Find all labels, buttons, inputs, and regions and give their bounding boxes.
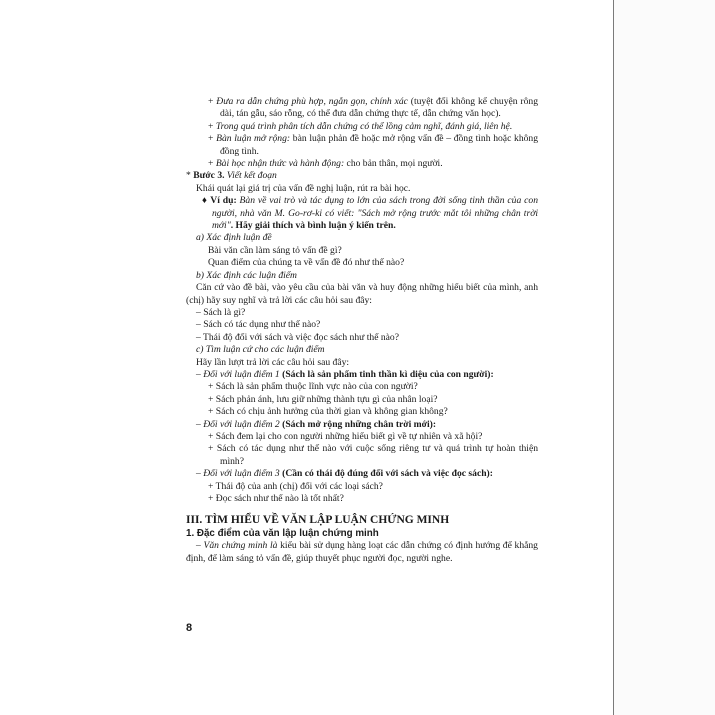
page-number: 8 — [186, 622, 193, 634]
question-line: – Thái độ đối với sách và việc đọc sách như thế nào? — [196, 331, 399, 343]
point-2-heading: – Đối với luận điểm 2 (Sách mở rộng những chân trời mới): — [196, 418, 437, 430]
question-line: – Sách có tác dụng như thế nào? — [196, 319, 321, 331]
subsection-1-heading: 1. Đặc điểm của văn lập luận chứng minh — [186, 528, 379, 540]
paragraph-bullet-analysis: + Trong quá trình phân tích dẫn chứng có thể lồng cảm nghĩ, đánh giá, liên hệ. — [208, 120, 513, 132]
question-line: + Đọc sách như thế nào là tốt nhất? — [208, 493, 344, 504]
page-margin-shadow — [614, 0, 715, 715]
question-line: + Sách là sản phẩm thuộc lĩnh vực nào của con người? — [208, 381, 418, 393]
question-line: + Sách phản ánh, lưu giữ những thành tựu gì của nhân loại? — [208, 393, 438, 405]
point-3-heading: – Đối với luận điểm 3 (Cần có thái độ đúng đối với sách và việc đọc sách): — [196, 468, 493, 480]
definition-paragraph: – Văn chứng minh là kiểu bài sử dụng hàng loạt các dẫn chứng có định hướng để khẳng định, để làm sáng tỏ vấn đề, giúp thuyết phục người đọc, người nghe. — [186, 540, 538, 564]
question-line: Quan điểm của chúng ta về vấn đề đó như thế nào? — [208, 257, 405, 269]
section-c-heading: c) Tìm luận cứ cho các luận điểm — [196, 344, 325, 356]
section-iii-heading: III. TÌM HIỂU VỀ VĂN LẬP LUẬN CHỨNG MINH — [186, 514, 450, 527]
question-line: – Sách là gì? — [196, 306, 246, 318]
question-line: Bài văn cần làm sáng tỏ vấn đề gì? — [208, 244, 342, 256]
question-line: + Sách có tác dụng như thế nào với cuộc sống riêng tư và quá trình tự hoàn thiện mình? — [208, 443, 538, 467]
instruction-paragraph: Căn cứ vào đề bài, vào yêu cầu của bài văn và huy động những hiểu biết của mình, anh (chị) hãy suy nghĩ và trả lời các câu hỏi sau đây: — [186, 282, 538, 306]
question-line: + Thái độ của anh (chị) đối với các loại sách? — [208, 480, 383, 492]
point-1-heading: – Đối với luận điểm 1 (Sách là sản phẩm tinh thần kì diệu của con người): — [196, 368, 494, 380]
page-edge-line — [613, 0, 614, 715]
step-3-heading: * Bước 3. Viết kết đoạn — [186, 170, 277, 182]
paragraph-bullet-lesson: + Bài học nhận thức và hành động: cho bản thân, mọi người. — [208, 158, 443, 170]
example-prompt: ♦ Ví dụ: Bàn về vai trò và tác dụng to lớn của sách trong đời sống tinh thần của con người, nhà văn M. Go-rơ-ki có viết: "Sách mở rộng trước mắt tôi những chân trời mới". Hãy giải thích và bình luận ý kiến trên. — [202, 195, 538, 232]
paragraph-bullet-evidence: + Đưa ra dẫn chứng phù hợp, ngắn gọn, chính xác (tuyệt đối không kể chuyện rông dài, tán gẫu, sáo rỗng, có thể đưa dẫn chứng thực tế, dẫn chứng văn học). — [208, 96, 539, 120]
paragraph-bullet-discussion: + Bàn luận mở rộng: bàn luận phản đề hoặc mở rộng vấn đề – đồng tình hoặc không đồng tình. — [208, 133, 539, 157]
question-line: + Sách đem lại cho con người những hiểu biết gì về tự nhiên và xã hội? — [208, 430, 483, 442]
section-b-heading: b) Xác định các luận điểm — [196, 269, 297, 281]
question-line: + Sách có chịu ảnh hưởng của thời gian và không gian không? — [208, 406, 448, 418]
book-page-text — [186, 96, 538, 565]
section-a-heading: a) Xác định luận đề — [196, 232, 272, 244]
step-3-text: Khái quát lại giá trị của vấn đề nghị luận, rút ra bài học. — [196, 182, 411, 194]
instruction-line: Hãy lần lượt trả lời các câu hỏi sau đây: — [196, 356, 350, 368]
